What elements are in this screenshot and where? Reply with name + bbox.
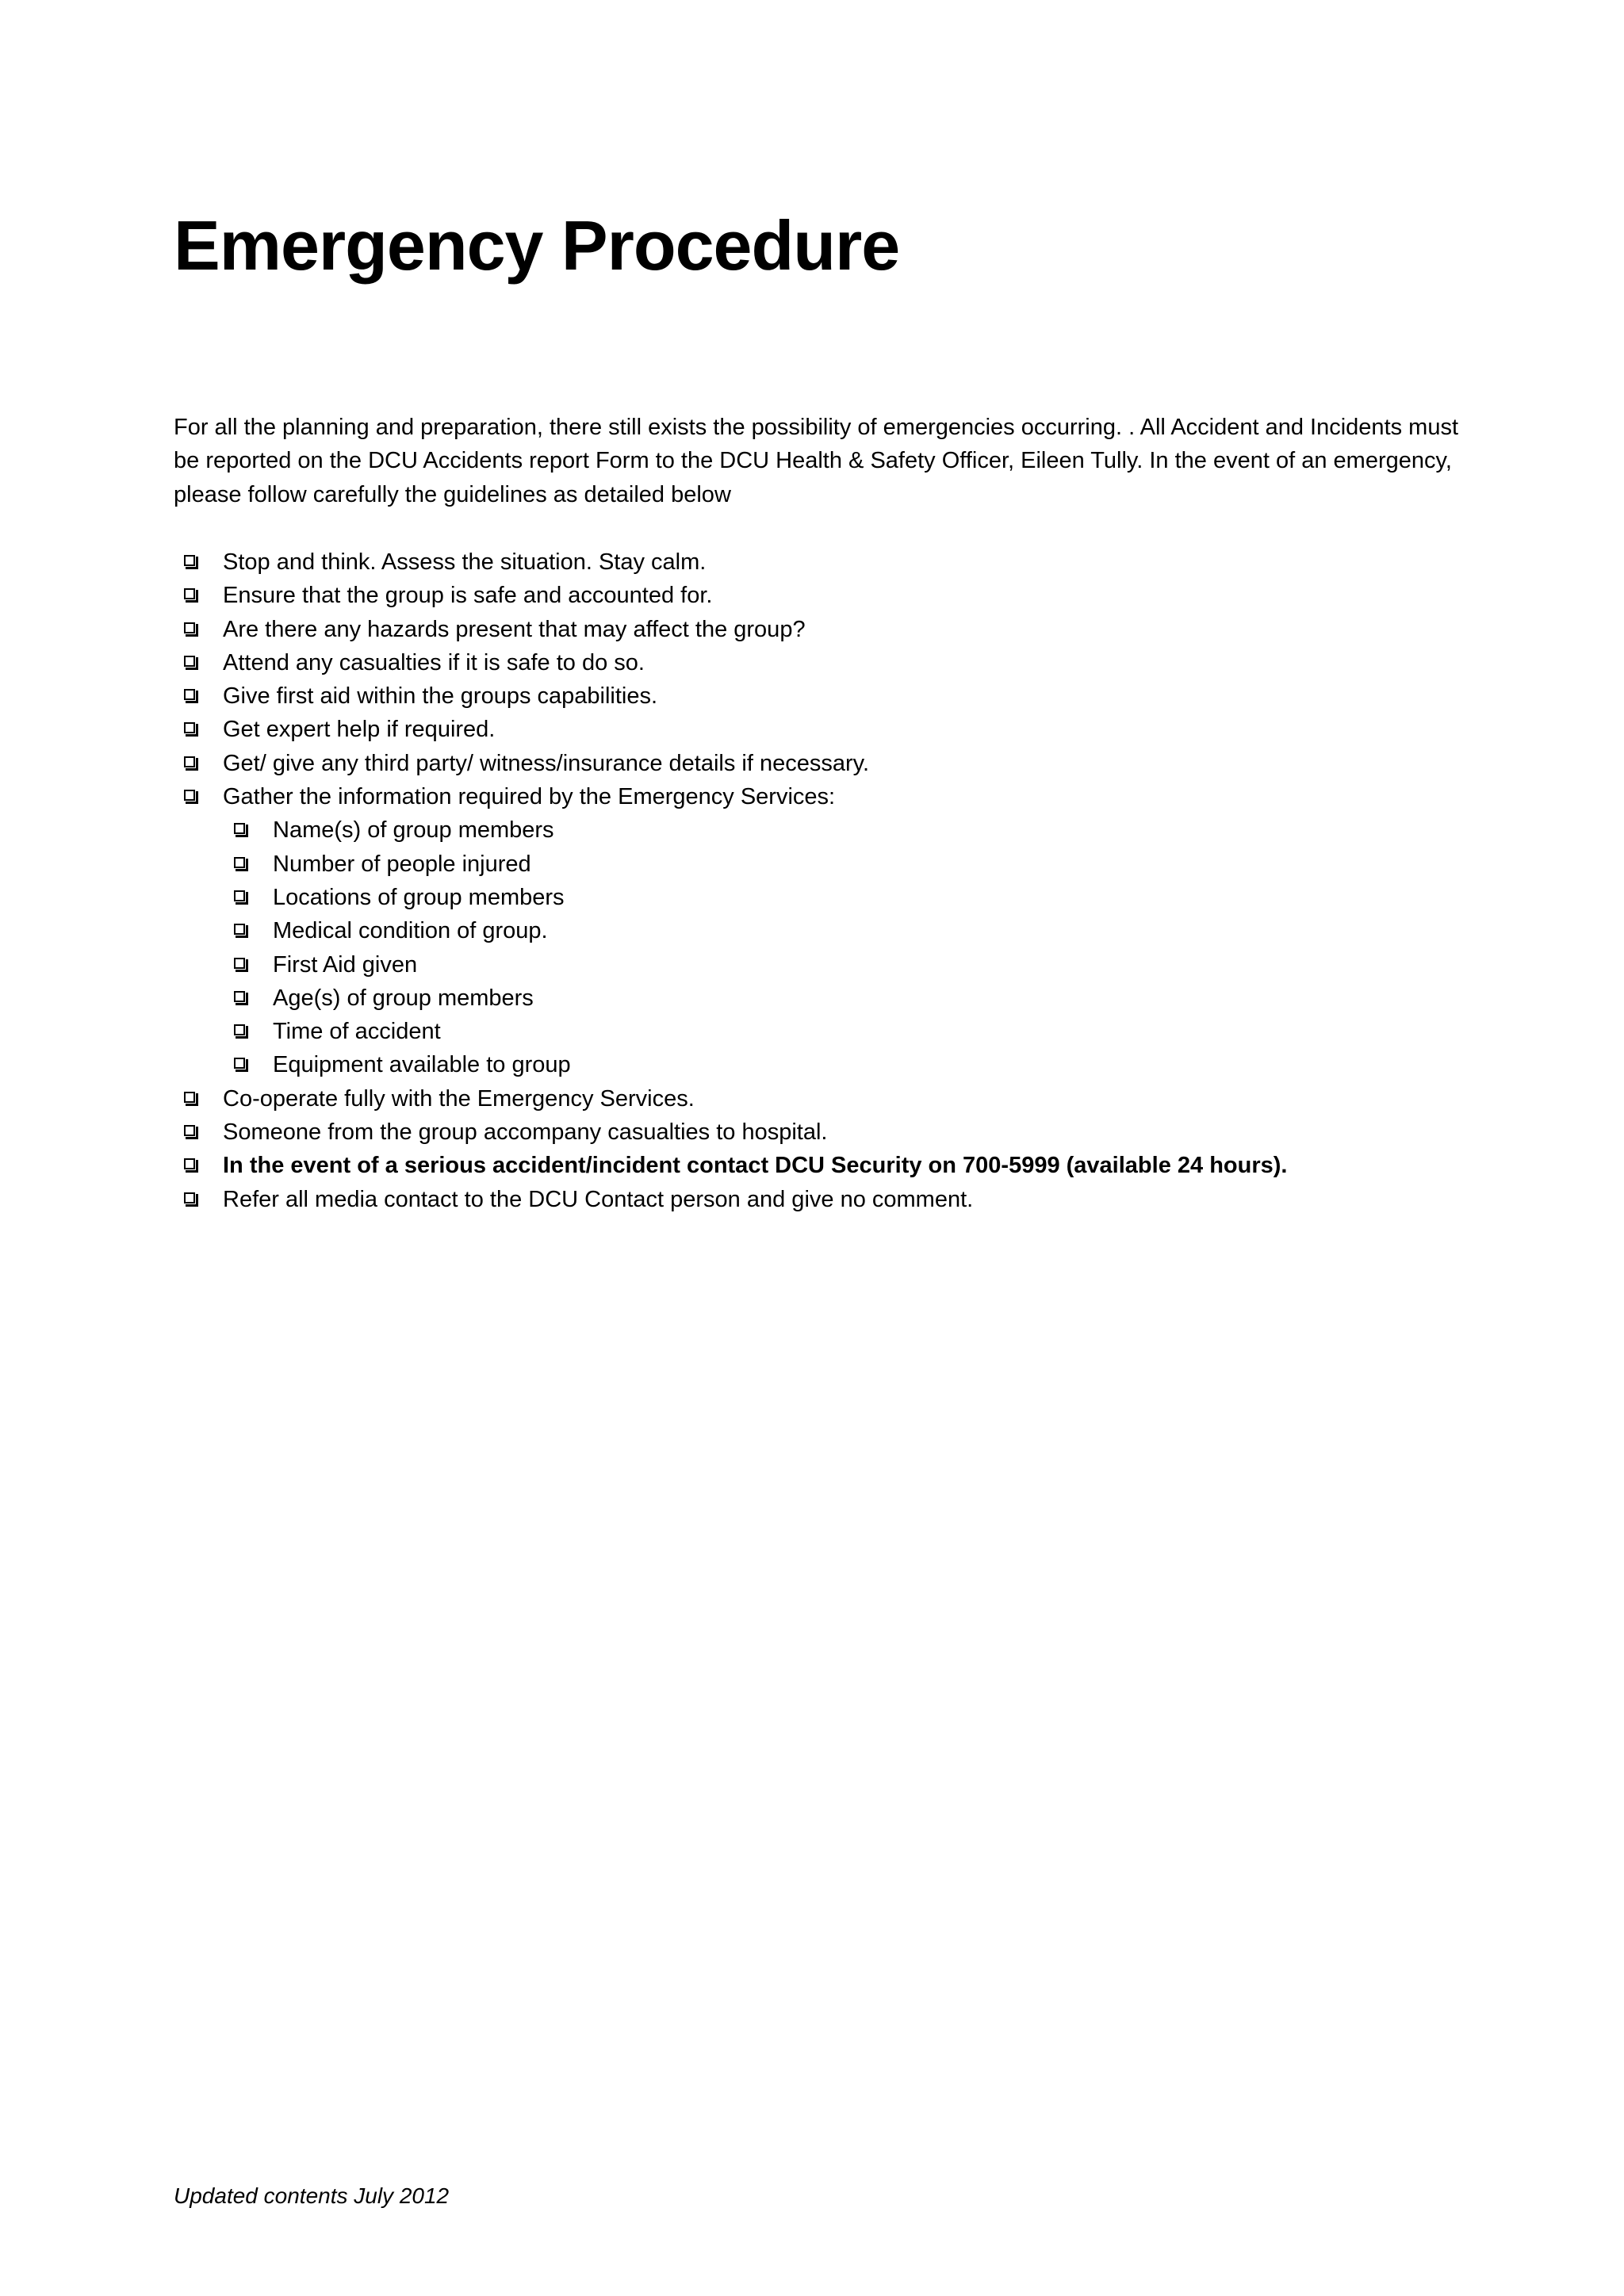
list-item [174, 579, 1522, 612]
checkbox-bullet-icon [184, 790, 195, 801]
sub-list-item [174, 914, 1522, 947]
list-item-text: Get expert help if required. [223, 717, 496, 743]
list-item-text: Refer all media contact to the DCU Contact person and give no comment. [223, 1186, 974, 1212]
checkbox-bullet-icon [184, 722, 195, 733]
page-title: Emergency Procedure [174, 206, 900, 285]
list-item-text: Are there any hazards present that may affect the group? [223, 616, 806, 642]
intro-paragraph: For all the planning and preparation, there still exists the possibility of emergencies occurring. . All Accident and Incidents must be reported on the DCU Accidents report Form to the DCU Health & Safety Officer, Eileen Tully. In the event of an emergency, please follow carefully the guidelines as detailed below [174, 415, 1459, 507]
sub-list-item [174, 948, 1522, 982]
sub-list-item [174, 881, 1522, 914]
procedure-checklist [174, 545, 1522, 1216]
list-item-text: Age(s) of group members [273, 985, 534, 1011]
list-item-text: Give first aid within the groups capabilities. [223, 683, 658, 710]
list-item [174, 646, 1522, 679]
list-item-text: Co-operate fully with the Emergency Services. [223, 1085, 695, 1112]
checkbox-bullet-icon [234, 958, 245, 969]
list-item [174, 780, 1522, 813]
sub-list-item [174, 848, 1522, 881]
list-item-text: Equipment available to group [273, 1052, 571, 1078]
list-item-text: Stop and think. Assess the situation. Stay calm. [223, 549, 707, 575]
checkbox-bullet-icon [184, 1125, 195, 1136]
checkbox-bullet-icon [184, 656, 195, 667]
checkbox-bullet-icon [234, 857, 245, 868]
checkbox-bullet-icon [184, 756, 195, 767]
checkbox-bullet-icon [234, 1024, 245, 1035]
checkbox-bullet-icon [234, 823, 245, 834]
checkbox-bullet-icon [234, 1058, 245, 1069]
list-item [174, 747, 1522, 780]
checkbox-bullet-icon [234, 890, 245, 901]
sub-list-item [174, 1048, 1522, 1081]
list-item-text: Locations of group members [273, 884, 565, 910]
list-item-text: Get/ give any third party/ witness/insurance details if necessary. [223, 750, 870, 776]
list-item-text: First Aid given [273, 951, 418, 978]
list-item-text: Gather the information required by the Emergency Services: [223, 784, 836, 810]
checkbox-bullet-icon [234, 991, 245, 1002]
list-item-text: Number of people injured [273, 851, 531, 877]
list-item [174, 1183, 1522, 1216]
sub-list-item [174, 982, 1522, 1015]
sub-list-item [174, 813, 1522, 847]
checkbox-bullet-icon [184, 1192, 195, 1203]
checkbox-bullet-icon [184, 588, 195, 599]
list-item [174, 613, 1522, 646]
list-item-text: Ensure that the group is safe and accounted for. [223, 583, 713, 609]
list-item-text: Someone from the group accompany casualties to hospital. [223, 1119, 828, 1146]
footer-note: Updated contents July 2012 [174, 2183, 450, 2208]
list-item [174, 713, 1522, 746]
checkbox-bullet-icon [234, 924, 245, 935]
list-item [174, 545, 1522, 579]
list-item-text: Time of accident [273, 1019, 441, 1045]
sub-list-item [174, 1015, 1522, 1048]
list-item-security-contact [174, 1149, 1522, 1182]
list-item-text: In the event of a serious accident/incident contact DCU Security on 700-5999 (available 24 hours). [223, 1153, 1288, 1179]
checkbox-bullet-icon [184, 622, 195, 633]
list-item-text: Attend any casualties if it is safe to do so. [223, 649, 645, 675]
list-item [174, 1115, 1522, 1149]
list-item-text: Medical condition of group. [273, 918, 548, 944]
list-item-text: Name(s) of group members [273, 817, 554, 844]
checkbox-bullet-icon [184, 689, 195, 700]
checkbox-bullet-icon [184, 1158, 195, 1169]
checkbox-bullet-icon [184, 1092, 195, 1103]
list-item [174, 679, 1522, 713]
checkbox-bullet-icon [184, 555, 195, 566]
list-item [174, 1082, 1522, 1115]
